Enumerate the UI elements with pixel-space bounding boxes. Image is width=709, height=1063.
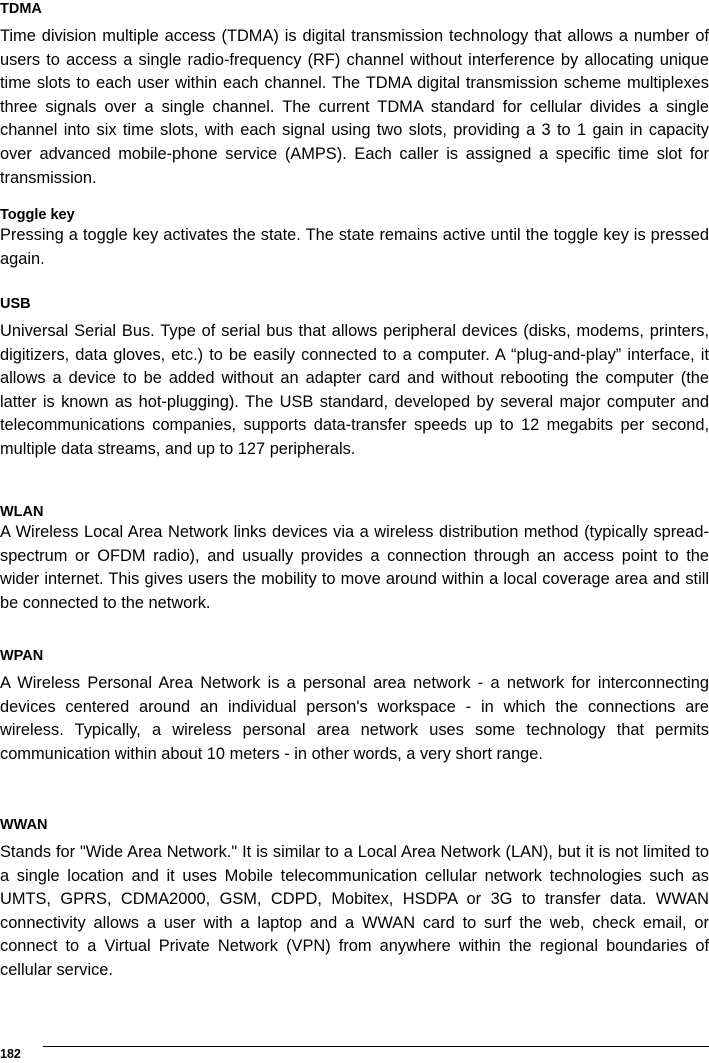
glossary-entry-wlan <box>0 503 709 615</box>
glossary-entry-usb <box>0 295 709 462</box>
term-heading: WLAN <box>0 504 44 520</box>
term-definition: Stands for "Wide Area Network." It is similar to a Local Area Network (LAN), but it is not limited to a single location and it uses Mobile telecommunication cellular network technologies such as UMTS, GPRS, CDMA2000, GSM, CDPD, Mobitex, HSDPA or 3G to transfer data. WWAN connectivity allows a user with a laptop and a WWAN card to surf the web, check email, or connect to a Virtual Private Network (VPN) from anywhere within the regional boundaries of cellular service. <box>0 843 709 979</box>
glossary-entry-wpan <box>0 647 709 766</box>
term-definition: Time division multiple access (TDMA) is digital transmission technology that allows a number of users to access a single radio-frequency (RF) channel without interference by allocating unique time slots to each user within each channel. The TDMA digital transmission scheme multiplexes three signals over a single channel. The current TDMA standard for cellular divides a single channel into six time slots, with each signal using two slots, providing a 3 to 1 gain in capacity over advanced mobile-phone service (AMPS). Each caller is assigned a specific time slot for transmission. <box>0 27 709 187</box>
term-definition: Pressing a toggle key activates the state. The state remains active until the toggle key is pressed again. <box>0 226 709 268</box>
term-heading: WPAN <box>0 648 44 664</box>
glossary-entry-tdma <box>0 0 709 190</box>
footer-divider <box>43 1046 709 1047</box>
term-heading: WWAN <box>0 817 48 833</box>
term-definition: Universal Serial Bus. Type of serial bus that allows peripheral devices (disks, modems, printers, digitizers, data gloves, etc.) to be easily connected to a computer. A “plug-and-play” interface, it allows a device to be added without an adapter card and without rebooting the computer (the latter is known as hot-plugging). The USB standard, developed by several major computer and telecommunications companies, supports data-transfer speeds up to 12 megabits per second, multiple data streams, and up to 127 peripherals. <box>0 322 709 458</box>
term-heading: USB <box>0 296 31 312</box>
term-definition: A Wireless Personal Area Network is a personal area network - a network for interconnecting devices centered around an individual person's workspace - in which the connections are wireless. Typically, a wireless personal area network uses some technology that permits communication within about 10 meters - in other words, a very short range. <box>0 674 709 763</box>
glossary-entry-toggle-key <box>0 206 709 271</box>
term-definition: A Wireless Local Area Network links devices via a wireless distribution method (typically spread-spectrum or OFDM radio), and usually provides a connection through an access point to the wider internet. This gives users the mobility to move around within a local coverage area and still be connected to the network. <box>0 523 709 612</box>
term-heading: Toggle key <box>0 207 75 223</box>
glossary-entry-wwan <box>0 816 709 983</box>
page-number: 182 <box>0 1047 21 1061</box>
term-heading: TDMA <box>0 1 42 17</box>
